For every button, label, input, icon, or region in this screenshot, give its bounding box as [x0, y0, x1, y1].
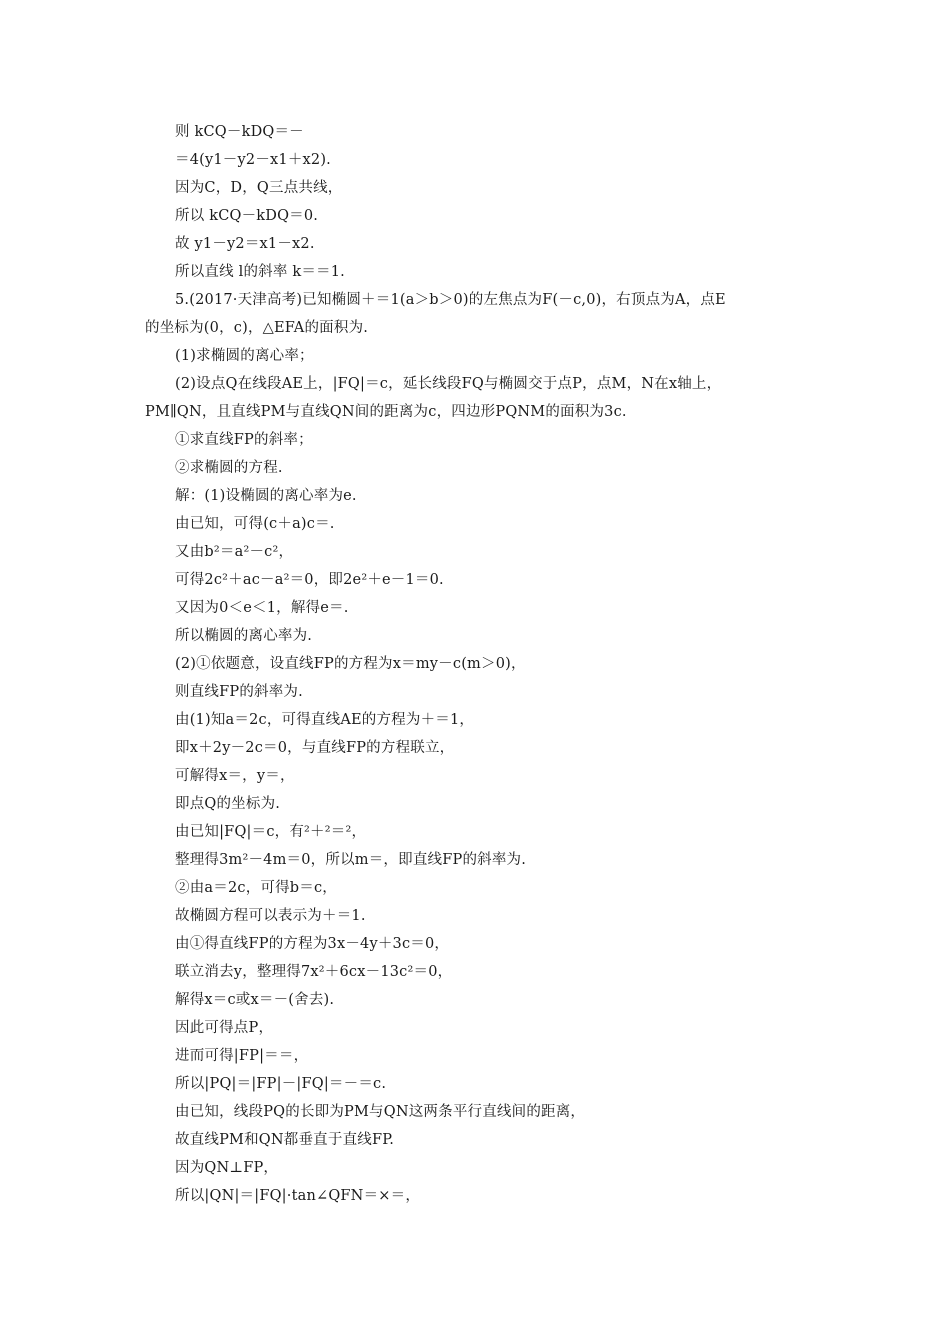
solution-line: 进而可得|FP|＝＝， [175, 1048, 309, 1064]
solution-line: 又由b²＝a²－c²， [175, 544, 294, 560]
solution-line: 由(1)知a＝2c，可得直线AE的方程为＋＝1， [175, 712, 475, 728]
solution-line: 所以椭圆的离心率为. [175, 628, 313, 644]
text-line: 则 kCQ－kDQ＝－ [175, 124, 304, 140]
solution-line: 整理得3m²－4m＝0，所以m＝，即直线FP的斜率为. [175, 852, 527, 868]
sub-question: PM∥QN，且直线PM与直线QN间的距离为c，四边形PQNM的面积为3c. [145, 404, 627, 420]
solution-line: 所以|PQ|＝|FP|－|FQ|＝－＝c. [175, 1076, 387, 1092]
solution-line: 由已知，可得(c＋a)c＝. [175, 516, 335, 532]
solution-line: 解得x＝c或x＝－(舍去). [175, 992, 335, 1008]
solution-line: 故直线PM和QN都垂直于直线FP. [175, 1132, 395, 1148]
solution-line: 解：(1)设椭圆的离心率为e. [175, 488, 357, 504]
solution-line: 由①得直线FP的方程为3x－4y＋3c＝0， [175, 936, 450, 952]
text-line: 故 y1－y2＝x1－x2. [175, 236, 315, 252]
solution-line: 因此可得点P， [175, 1020, 274, 1036]
problem-statement: 5.(2017·天津高考)已知椭圆＋＝1(a＞b＞0)的左焦点为F(－c,0)，右顶点为A，点E [175, 292, 726, 308]
solution-line: 即x＋2y－2c＝0，与直线FP的方程联立， [175, 740, 455, 756]
solution-line: 联立消去y，整理得7x²＋6cx－13c²＝0， [175, 964, 453, 980]
solution-line: 由已知|FQ|＝c，有²＋²＝²， [175, 824, 367, 840]
solution-line: (2)①依题意，设直线FP的方程为x＝my－c(m＞0)， [175, 656, 526, 672]
text-line: ＝4(y1－y2－x1＋x2). [175, 152, 331, 168]
solution-line: 又因为0＜e＜1，解得e＝. [175, 600, 349, 616]
text-line: 所以 kCQ－kDQ＝0. [175, 208, 319, 224]
solution-line: 则直线FP的斜率为. [175, 684, 303, 700]
problem-statement: 的坐标为(0，c)，△EFA的面积为. [145, 320, 369, 336]
solution-line: 即点Q的坐标为. [175, 796, 281, 812]
text-line: 因为C，D，Q三点共线， [175, 180, 343, 196]
text-line: 所以直线 l的斜率 k＝＝1. [175, 264, 345, 280]
sub-question: ①求直线FP的斜率； [175, 432, 313, 448]
solution-line: 由已知，线段PQ的长即为PM与QN这两条平行直线间的距离， [175, 1104, 586, 1120]
sub-question: (2)设点Q在线段AE上，|FQ|＝c，延长线段FQ与椭圆交于点P，点M，N在x轴上， [175, 376, 722, 392]
solution-line: 可得2c²＋ac－a²＝0，即2e²＋e－1＝0. [175, 572, 444, 588]
solution-line: 所以|QN|＝|FQ|·tan∠QFN＝×＝， [175, 1188, 421, 1204]
solution-line: ②由a＝2c，可得b＝c， [175, 880, 337, 896]
solution-line: 因为QN⊥FP， [175, 1160, 279, 1176]
solution-line: 可解得x＝，y＝， [175, 768, 295, 784]
sub-question: ②求椭圆的方程. [175, 460, 283, 476]
sub-question: (1)求椭圆的离心率； [175, 348, 314, 364]
solution-line: 故椭圆方程可以表示为＋＝1. [175, 908, 366, 924]
